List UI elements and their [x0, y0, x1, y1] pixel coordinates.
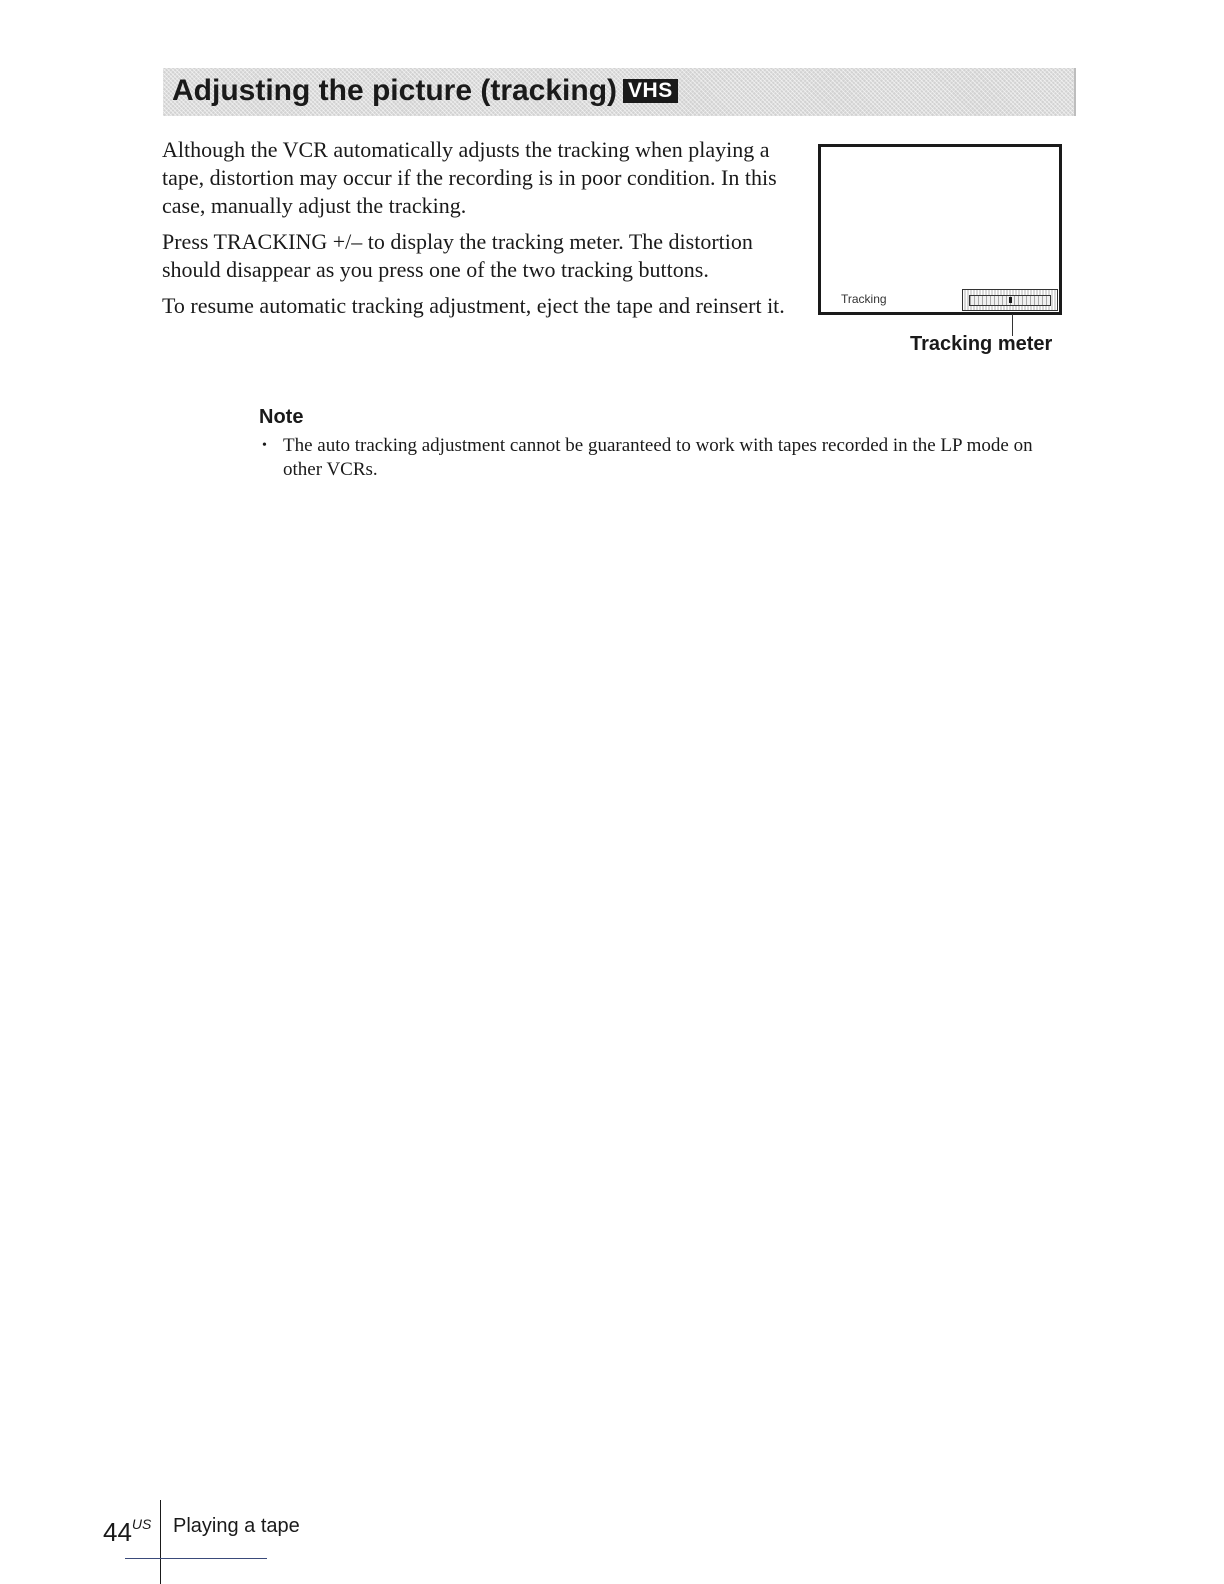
footer-rule [125, 1558, 267, 1559]
note-heading: Note [259, 406, 304, 428]
page-title-text: Adjusting the picture (tracking) [172, 74, 618, 107]
vhs-badge: VHS [623, 79, 678, 103]
screen-tracking-label: Tracking [841, 292, 887, 306]
tracking-meter-marker [1009, 297, 1012, 303]
body-text [162, 136, 792, 328]
tracking-meter-bar [969, 295, 1051, 306]
bullet-icon: • [262, 438, 267, 453]
paragraph-instruction: Press TRACKING +/– to display the tracking meter. The distortion should disappear as you press one of the two tracking buttons. [162, 229, 753, 282]
section-title-band [163, 68, 1076, 116]
page-title [172, 73, 678, 109]
paragraph-resume: To resume automatic tracking adjustment, eject the tape and reinsert it. [162, 293, 785, 318]
footer-section-name: Playing a tape [173, 1515, 300, 1537]
note-text: The auto tracking adjustment cannot be guaranteed to work with tapes recorded in the LP mode on other VCRs. [283, 435, 1033, 480]
page-number [103, 1509, 151, 1547]
tracking-meter-caption: Tracking meter [910, 333, 1053, 355]
page-number-value: 44 [103, 1517, 132, 1547]
tv-screen-illustration [818, 144, 1062, 315]
paragraph-intro: Although the VCR automatically adjusts the tracking when playing a tape, distortion may occur if the recording is in poor condition. In this case, manually adjust the tracking. [162, 137, 777, 218]
tracking-meter [962, 289, 1058, 311]
footer-divider [160, 1500, 161, 1584]
note-list-item [262, 434, 1062, 482]
page-number-suffix: US [131, 1516, 152, 1532]
